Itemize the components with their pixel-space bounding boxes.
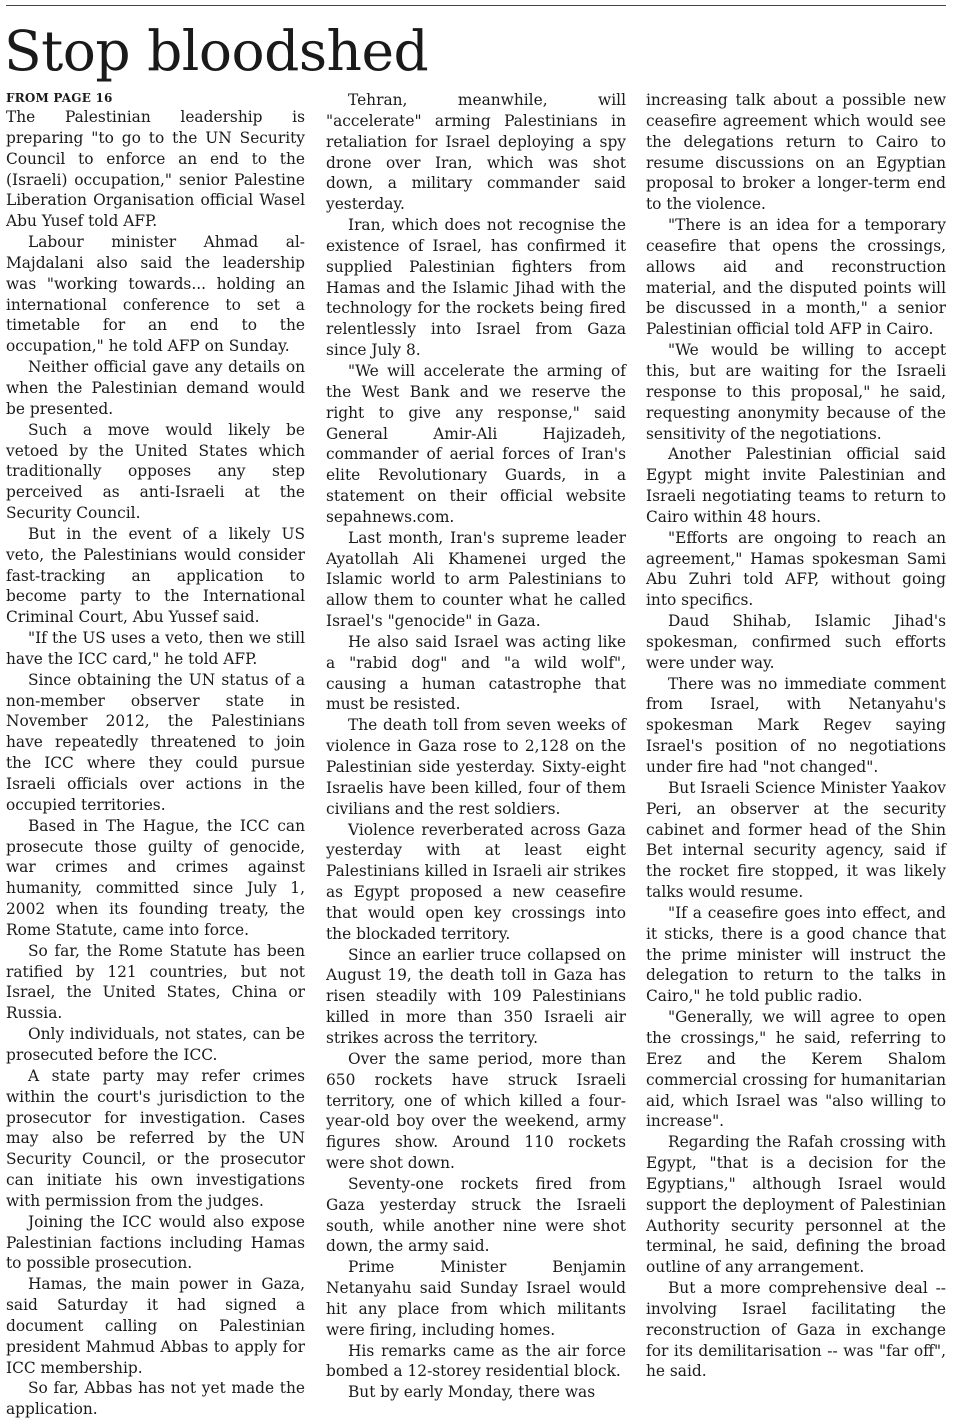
article-column-1 [6, 90, 305, 1419]
article-column-3 [646, 90, 946, 1381]
article-paragraph: Regarding the Rafah crossing with Egypt, "that is a decision for the Egyptians," although Israel would support the deployment of Palestinian Authority security personnel at the terminal, he said, defining the broad outline of any arrangement. [646, 1133, 946, 1277]
article-paragraph: "There is an idea for a temporary ceasefire that opens the crossings, allows aid and reconstruction material, and the disputed points will be discussed in a month," a senior Palestinian official told AFP in Cairo. [646, 216, 946, 339]
article-paragraph: Last month, Iran's supreme leader Ayatollah Ali Khamenei urged the Islamic world to arm Palestinians to allow them to counter what he called Israel's "genocide" in Gaza. [326, 528, 626, 631]
article-paragraph: So far, Abbas has not yet made the application. [6, 1379, 305, 1419]
article-paragraph: But Israeli Science Minister Yaakov Peri, an observer at the security cabinet and former head of the Shin Bet internal security agency, said if the rocket fire stopped, it was likely talks would resume. [646, 778, 946, 902]
top-rule [6, 5, 946, 6]
article-paragraph: Since an earlier truce collapsed on August 19, the death toll in Gaza has risen steadily with 109 Palestinians killed in more than 350 Israeli air strikes across the territory. [326, 945, 626, 1047]
article-column-2 [326, 90, 626, 1402]
headline: Stop bloodshed [4, 19, 429, 83]
article-paragraph: But in the event of a likely US veto, the Palestinians would consider fast-tracking an application to become party to the International Criminal Court, Abu Yussef said. [6, 524, 305, 627]
article-paragraph: "Efforts are ongoing to reach an agreement," Hamas spokesman Sami Abu Zuhri told AFP, without going into specifics. [646, 528, 946, 610]
article-paragraph: Only individuals, not states, can be prosecuted before the ICC. [6, 1025, 305, 1064]
article-paragraph: A state party may refer crimes within the court's jurisdiction to the prosecutor for investigation. Cases may also be referred by the UN Security Council, or the prosecutor can initiate his own investigations with permission from the judges. [6, 1066, 305, 1210]
article-paragraph: Daud Shihab, Islamic Jihad's spokesman, confirmed such efforts were under way. [646, 612, 946, 672]
article-paragraph: Over the same period, more than 650 rockets have struck Israeli territory, one of which killed a four-year-old boy over the weekend, army figures show. Around 110 rockets were shot down. [326, 1049, 626, 1173]
article-paragraph: He also said Israel was acting like a "rabid dog" and "a wild wolf", causing a human catastrophe that must be resisted. [326, 632, 626, 714]
article-paragraph: Neither official gave any details on when the Palestinian demand would be presented. [6, 358, 305, 418]
article-paragraph: Tehran, meanwhile, will "accelerate" arming Palestinians in retaliation for Israel deploying a spy drone over Iran, which was shot down, a military commander said yesterday. [326, 91, 626, 214]
article-paragraph: Labour minister Ahmad al-Majdalani also said the leadership was "working towards... holding an international conference to set a timetable for an end to the occupation," he told AFP on Sunday. [6, 233, 305, 356]
article-paragraph: Prime Minister Benjamin Netanyahu said Sunday Israel would hit any place from which militants were firing, including homes. [326, 1258, 626, 1339]
article-paragraph: "If a ceasefire goes into effect, and it sticks, there is a good chance that the prime minister will instruct the delegation to return to the talks in Cairo," he told public radio. [646, 903, 946, 1006]
article-paragraph: Based in The Hague, the ICC can prosecute those guilty of genocide, war crimes and crimes against humanity, committed since July 1, 2002 when its founding treaty, the Rome Statute, came into force. [6, 816, 305, 939]
article-paragraph: The death toll from seven weeks of violence in Gaza rose to 2,128 on the Palestinian side yesterday. Sixty-eight Israelis have been killed, four of them civilians and the rest soldiers. [326, 716, 626, 818]
article-paragraph: Another Palestinian official said Egypt might invite Palestinian and Israeli negotiating teams to return to Cairo within 48 hours. [646, 445, 946, 526]
article-paragraph: But by early Monday, there was [348, 1383, 596, 1402]
article-paragraph: Hamas, the main power in Gaza, said Saturday it had signed a document calling on Palestinian president Mahmud Abbas to apply for ICC membership. [6, 1275, 305, 1377]
article-paragraph: The Palestinian leadership is preparing "to go to the UN Security Council to enforce an end to the (Israeli) occupation," senior Palestine Liberation Organisation official Wasel Abu Yusef told AFP. [6, 108, 305, 231]
article-paragraph: "If the US uses a veto, then we still have the ICC card," he told AFP. [6, 629, 305, 668]
article-paragraph: increasing talk about a possible new ceasefire agreement which would see the delegations return to Cairo to resume discussions on an Egyptian proposal to broker a longer-term end to the violence. [646, 91, 946, 214]
article-paragraph: Iran, which does not recognise the existence of Israel, has confirmed it supplied Palestinian fighters from Hamas and the Islamic Jihad with the technology for the rockets being fired relentlessly into Israel from Gaza since July 8. [326, 216, 626, 360]
article-paragraph: But a more comprehensive deal -- involving Israel facilitating the reconstruction of Gaza in exchange for its demilitarisation -- was "far off", he said. [646, 1279, 946, 1381]
article-paragraph: So far, the Rome Statute has been ratified by 121 countries, but not Israel, the United States, China or Russia. [6, 941, 305, 1023]
article-paragraph: "Generally, we will agree to open the crossings," he said, referring to Erez and the Kerem Shalom commercial crossing for humanitarian aid, which Israel was "also willing to increase". [646, 1008, 946, 1131]
article-paragraph: Such a move would likely be vetoed by the United States which traditionally opposes any step perceived as anti-Israeli at the Security Council. [6, 420, 305, 523]
article-paragraph: Joining the ICC would also expose Palestinian factions including Hamas to possible prosecution. [6, 1212, 305, 1273]
article-paragraph: Since obtaining the UN status of a non-member observer state in November 2012, the Palestinians have repeatedly threatened to join the ICC where they could pursue Israeli officials over actions in the occupied territories. [6, 670, 305, 814]
article-paragraph: "We will accelerate the arming of the West Bank and we reserve the right to give any response," said General Amir-Ali Hajizadeh, commander of aerial forces of Iran's elite Revolutionary Guards, in a statement on their official website sepahnews.com. [326, 361, 626, 526]
article-paragraph: Seventy-one rockets fired from Gaza yesterday struck the Israeli south, while another nine were shot down, the army said. [326, 1174, 626, 1256]
article-paragraph: Violence reverberated across Gaza yesterday with at least eight Palestinians killed in Israeli air strikes as Egypt proposed a new ceasefire that would open key crossings into the blockaded territory. [326, 820, 626, 943]
article-paragraph: There was no immediate comment from Israel, with Netanyahu's spokesman Mark Regev saying Israel's position of no negotiations under fire had "not changed". [646, 674, 946, 776]
continuation-kicker: FROM PAGE 16 [6, 91, 113, 105]
article-paragraph: "We would be willing to accept this, but are waiting for the Israeli response to this proposal," he said, requesting anonymity because of the sensitivity of the negotiations. [646, 341, 946, 443]
article-paragraph: His remarks came as the air force bombed a 12-storey residential block. [326, 1341, 626, 1381]
